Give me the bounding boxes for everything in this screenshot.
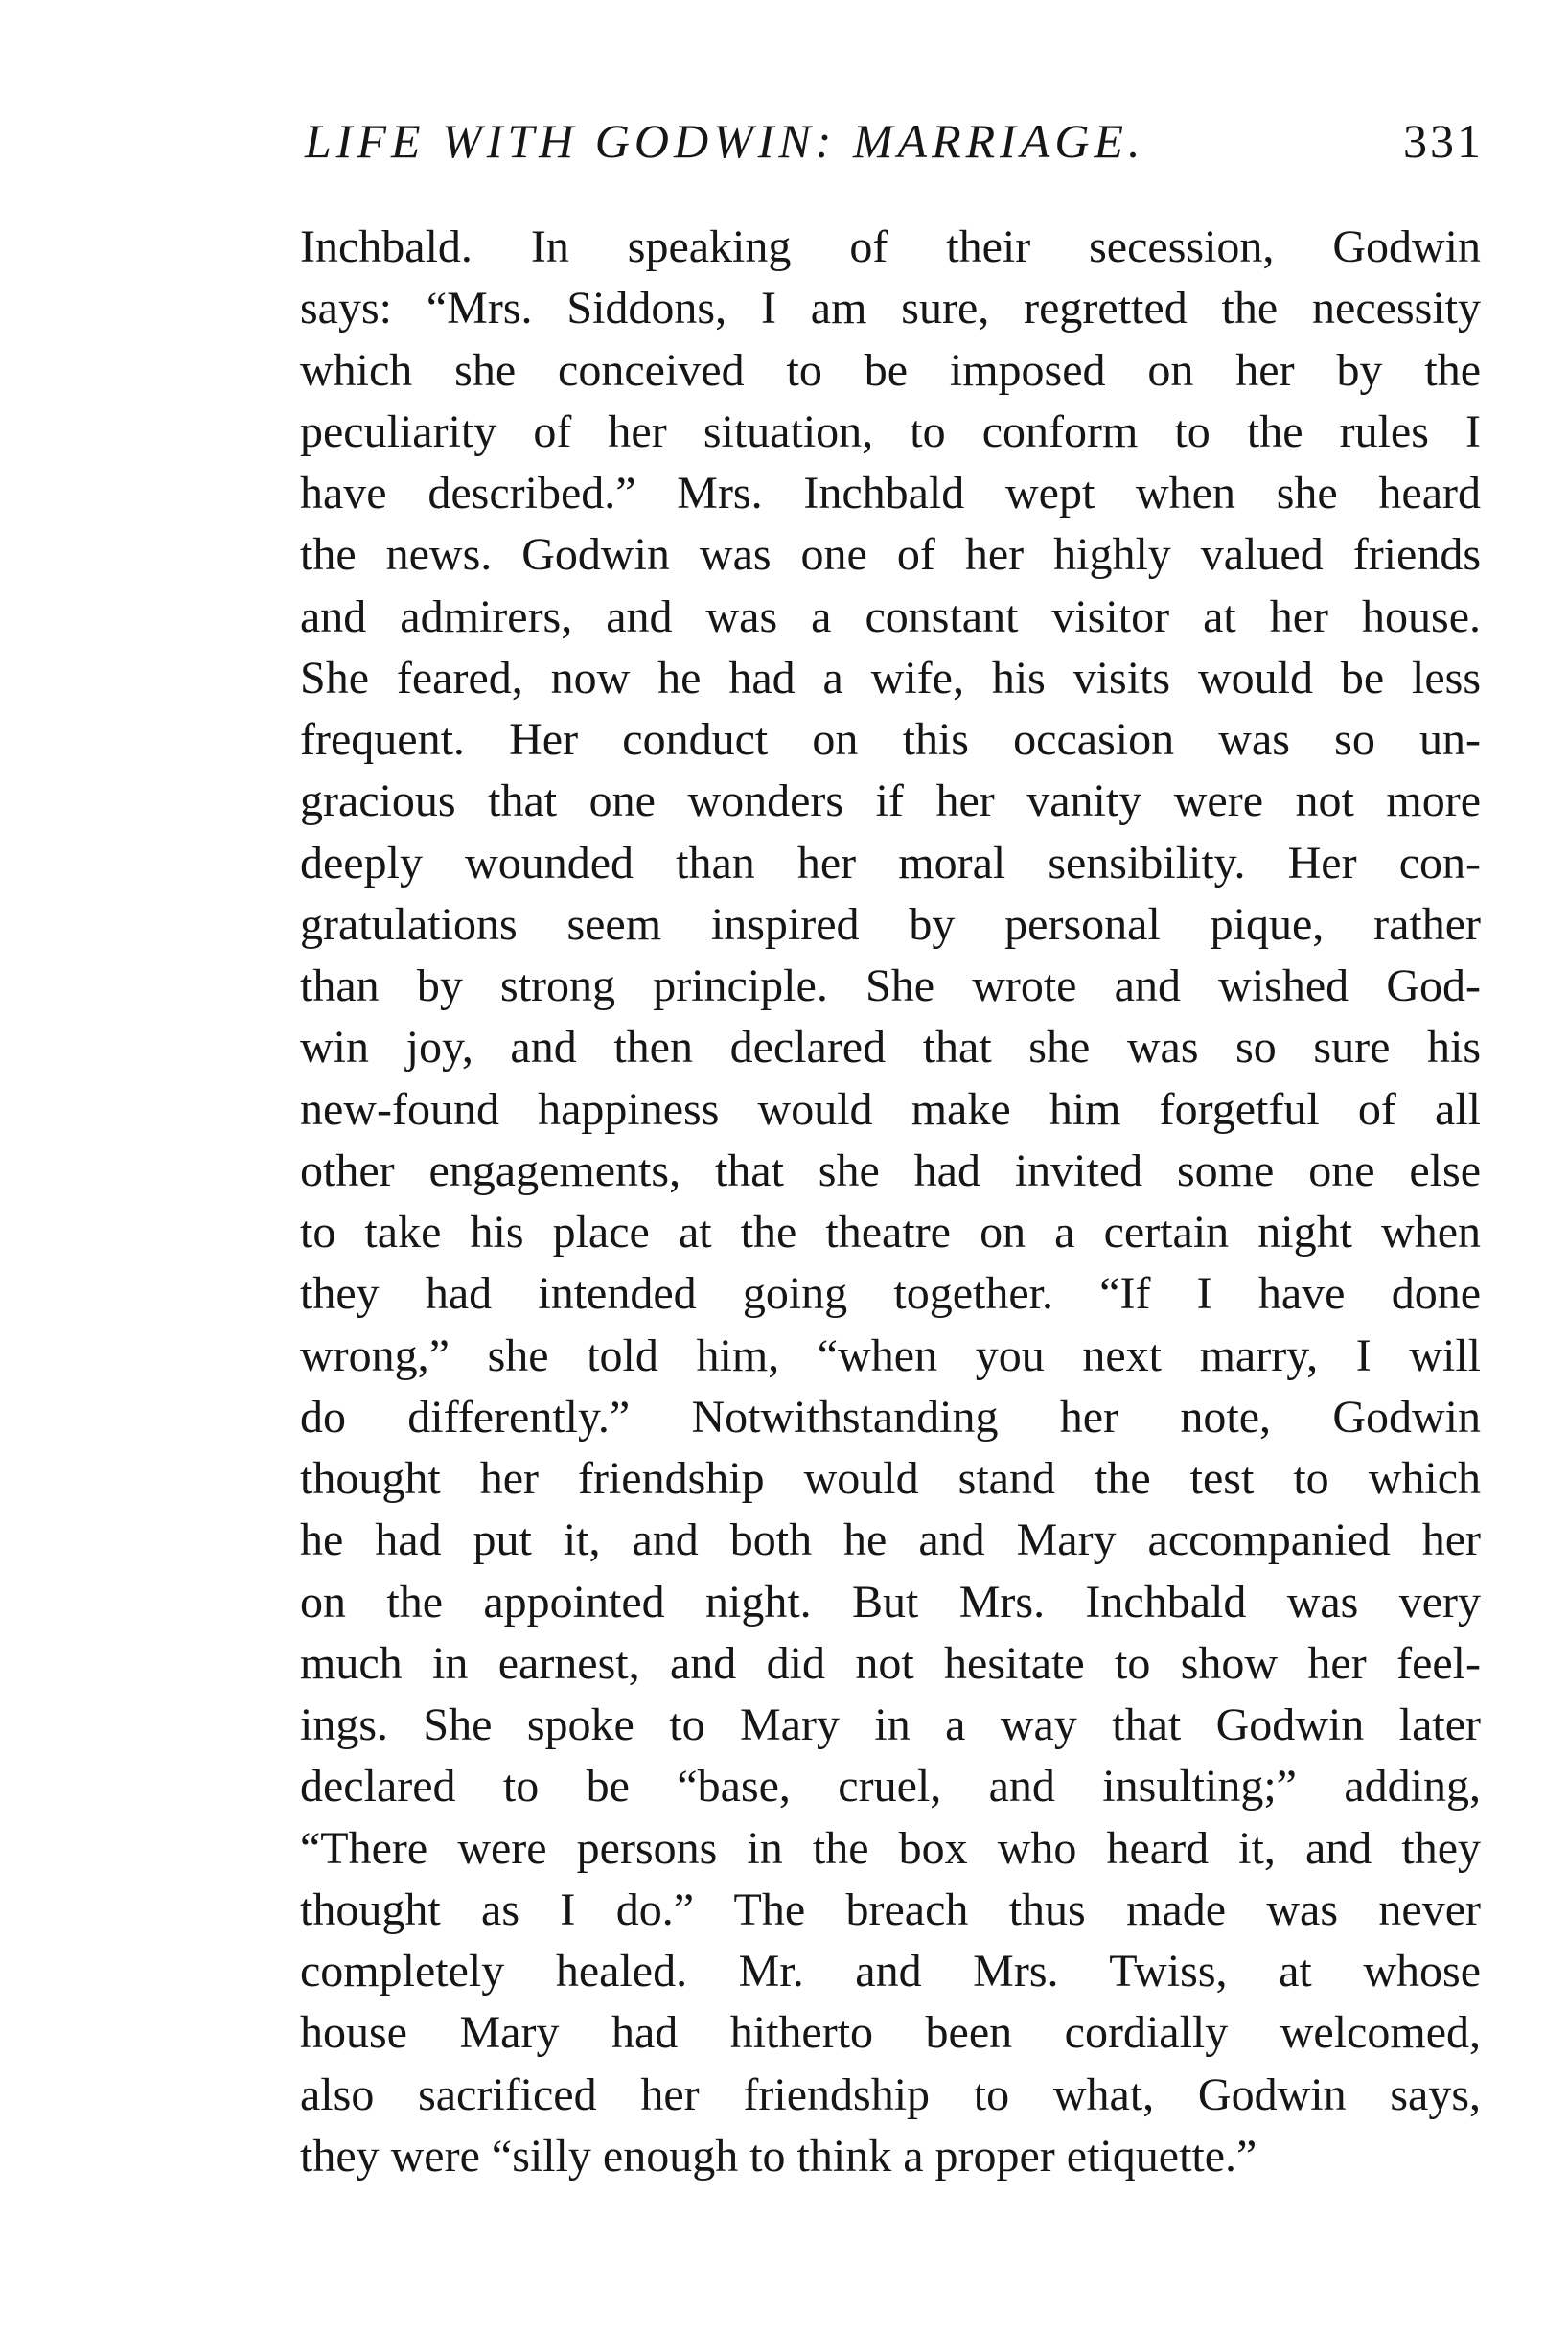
text-line: completely healed. Mr. and Mrs. Twiss, at whose	[300, 1946, 1481, 1997]
text-line: gracious that one wonders if her vanity were not more	[300, 775, 1481, 827]
text-line: “There were persons in the box who heard it, and they	[300, 1822, 1481, 1874]
text-line: and admirers, and was a constant visitor at her house.	[300, 590, 1481, 642]
text-line: win joy, and then declared that she was so sure his	[300, 1022, 1481, 1074]
text-line: do differently.” Notwithstanding her note, Godwin	[300, 1391, 1481, 1443]
body-text	[300, 217, 1481, 2187]
text-line: he had put it, and both he and Mary accompanied her	[300, 1514, 1481, 1566]
text-line: than by strong principle. She wrote and wished God-	[300, 960, 1481, 1011]
text-line: says: “Mrs. Siddons, I am sure, regretted the necessity	[300, 283, 1481, 335]
text-line: peculiarity of her situation, to conform to the rules I	[300, 405, 1481, 457]
text-line: the news. Godwin was one of her highly valued friends	[300, 529, 1481, 581]
text-line: which she conceived to be imposed on her by the	[300, 344, 1481, 396]
text-line: thought her friendship would stand the test to which	[300, 1453, 1481, 1504]
text-line: to take his place at the theatre on a certain night when	[300, 1207, 1481, 1258]
text-line: gratulations seem inspired by personal pique, rather	[300, 898, 1481, 950]
text-line: much in earnest, and did not hesitate to show her feel-	[300, 1637, 1481, 1689]
text-line: declared to be “base, cruel, and insulting;” adding,	[300, 1761, 1481, 1813]
running-head	[305, 107, 1484, 174]
text-line: new-found happiness would make him forgetful of all	[300, 1083, 1481, 1135]
text-line: ings. She spoke to Mary in a way that Godwin later	[300, 1699, 1481, 1750]
text-line: thought as I do.” The breach thus made was never	[300, 1883, 1481, 1935]
text-line: wrong,” she told him, “when you next marry, I will	[300, 1329, 1481, 1381]
text-line: deeply wounded than her moral sensibility. Her con-	[300, 837, 1481, 889]
text-line: She feared, now he had a wife, his visits would be less	[300, 652, 1481, 704]
text-line: on the appointed night. But Mrs. Inchbald was very	[300, 1576, 1481, 1628]
running-title: LIFE WITH GODWIN: MARRIAGE.	[305, 114, 1145, 168]
text-line: house Mary had hitherto been cordially welcomed,	[300, 2007, 1481, 2059]
text-line: they were “silly enough to think a proper etiquette.”	[300, 2130, 1257, 2182]
page-number: 331	[1403, 114, 1484, 168]
text-line: also sacrificed her friendship to what, Godwin says,	[300, 2068, 1481, 2120]
text-line: other engagements, that she had invited some one else	[300, 1144, 1481, 1196]
text-line: have described.” Mrs. Inchbald wept when she heard	[300, 468, 1481, 519]
text-line: Inchbald. In speaking of their secession, Godwin	[300, 221, 1481, 272]
text-line: they had intended going together. “If I have done	[300, 1268, 1481, 1320]
text-line: frequent. Her conduct on this occasion was so un-	[300, 714, 1481, 765]
